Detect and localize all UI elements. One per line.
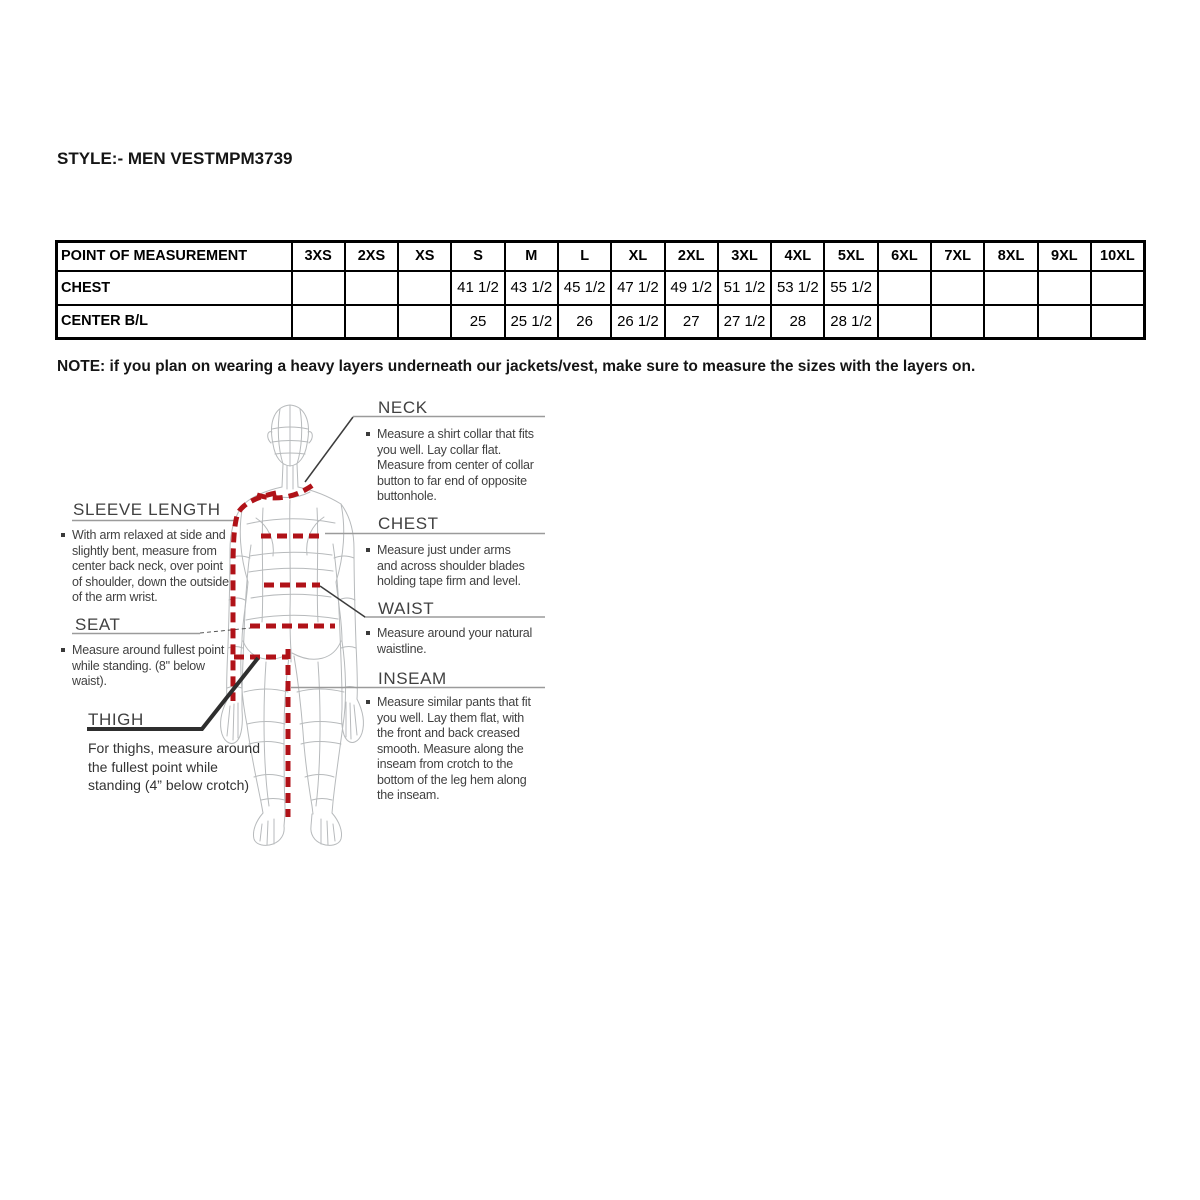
chest-section-title: CHEST xyxy=(378,514,439,533)
column-header: POINT OF MEASUREMENT xyxy=(57,242,292,271)
bullet-icon xyxy=(366,548,370,552)
cell xyxy=(345,271,398,305)
size-table xyxy=(55,240,1146,340)
table-row-center-bl xyxy=(57,305,1145,339)
cell xyxy=(984,305,1037,339)
column-header: 8XL xyxy=(984,242,1037,271)
column-header: 2XS xyxy=(345,242,398,271)
cell xyxy=(984,271,1037,305)
cell xyxy=(878,271,931,305)
seat-section-desc xyxy=(61,643,229,690)
cell: 47 1/2 xyxy=(611,271,664,305)
bullet-icon xyxy=(366,631,370,635)
cell: 55 1/2 xyxy=(824,271,877,305)
cell: 26 1/2 xyxy=(611,305,664,339)
bullet-icon xyxy=(366,432,370,436)
thigh-section-title: THIGH xyxy=(88,710,144,729)
column-header: L xyxy=(558,242,611,271)
table-row-chest xyxy=(57,271,1145,305)
cell: 51 1/2 xyxy=(718,271,771,305)
bullet-icon xyxy=(61,648,65,652)
chest-section-desc xyxy=(366,543,534,590)
inseam-desc-text: Measure similar pants that fit you well. Lay them flat, with the front and back creased smooth. Measure along the inseam from crotch to the bottom of the leg hem along the inseam. xyxy=(377,695,531,802)
row-label: CENTER B/L xyxy=(57,305,292,339)
column-header: 3XS xyxy=(292,242,345,271)
waist-connector xyxy=(320,586,365,617)
inseam-section-title: INSEAM xyxy=(378,669,447,688)
column-header: 9XL xyxy=(1038,242,1091,271)
cell: 41 1/2 xyxy=(451,271,504,305)
table-header-row xyxy=(57,242,1145,271)
cell xyxy=(398,305,451,339)
cell xyxy=(345,305,398,339)
column-header: 6XL xyxy=(878,242,931,271)
cell xyxy=(931,305,984,339)
cell xyxy=(292,271,345,305)
style-code: MPM3739 xyxy=(215,149,293,168)
column-header: 7XL xyxy=(931,242,984,271)
column-header: 2XL xyxy=(665,242,718,271)
neck-connector xyxy=(305,417,353,482)
cell: 28 1/2 xyxy=(824,305,877,339)
cell xyxy=(931,271,984,305)
column-header: 4XL xyxy=(771,242,824,271)
layers-note: NOTE: if you plan on wearing a heavy layers underneath our jackets/vest, make sure to measure the sizes with the layers on. xyxy=(57,358,976,375)
inseam-section-desc xyxy=(366,695,534,804)
neck-desc-text: Measure a shirt collar that fits you well. Lay collar flat. Measure from center of collar button to far end of opposite buttonhole. xyxy=(377,427,534,503)
cell: 43 1/2 xyxy=(505,271,558,305)
cell: 26 xyxy=(558,305,611,339)
neck-section-desc xyxy=(366,427,534,505)
cell: 27 xyxy=(665,305,718,339)
cell: 49 1/2 xyxy=(665,271,718,305)
cell: 27 1/2 xyxy=(718,305,771,339)
bullet-icon xyxy=(61,533,65,537)
bullet-icon xyxy=(366,700,370,704)
cell xyxy=(1091,305,1144,339)
seat-section-title: SEAT xyxy=(75,615,121,634)
waist-section-desc xyxy=(366,626,534,657)
cell xyxy=(1038,305,1091,339)
sleeve-length-section-title: SLEEVE LENGTH xyxy=(73,500,221,519)
style-title: STYLE:- MEN VEST xyxy=(57,149,215,168)
column-header: 5XL xyxy=(824,242,877,271)
sleeve-desc-text: With arm relaxed at side and slightly bent, measure from center back neck, over point of shoulder, down the outside of the arm wrist. xyxy=(72,528,229,604)
cell: 45 1/2 xyxy=(558,271,611,305)
column-header: XS xyxy=(398,242,451,271)
cell xyxy=(1091,271,1144,305)
thigh-section-desc: For thighs, measure around the fullest point while standing (4” below crotch) xyxy=(88,740,260,793)
waist-section-title: WAIST xyxy=(378,599,435,618)
size-table-container xyxy=(55,240,1146,340)
column-header: 10XL xyxy=(1091,242,1144,271)
cell: 25 1/2 xyxy=(505,305,558,339)
neck-section-title: NECK xyxy=(378,398,428,417)
column-header: XL xyxy=(611,242,664,271)
cell xyxy=(1038,271,1091,305)
cell xyxy=(292,305,345,339)
cell: 25 xyxy=(451,305,504,339)
cell xyxy=(398,271,451,305)
chest-desc-text: Measure just under arms and across shoulder blades holding tape firm and level. xyxy=(377,543,525,588)
column-header: M xyxy=(505,242,558,271)
seat-desc-text: Measure around fullest point while standing. (8" below waist). xyxy=(72,643,225,688)
sleeve-length-section-desc xyxy=(61,528,233,606)
cell: 53 1/2 xyxy=(771,271,824,305)
column-header: 3XL xyxy=(718,242,771,271)
column-header: S xyxy=(451,242,504,271)
waist-desc-text: Measure around your natural waistline. xyxy=(377,626,533,656)
cell: 28 xyxy=(771,305,824,339)
cell xyxy=(878,305,931,339)
row-label: CHEST xyxy=(57,271,292,305)
